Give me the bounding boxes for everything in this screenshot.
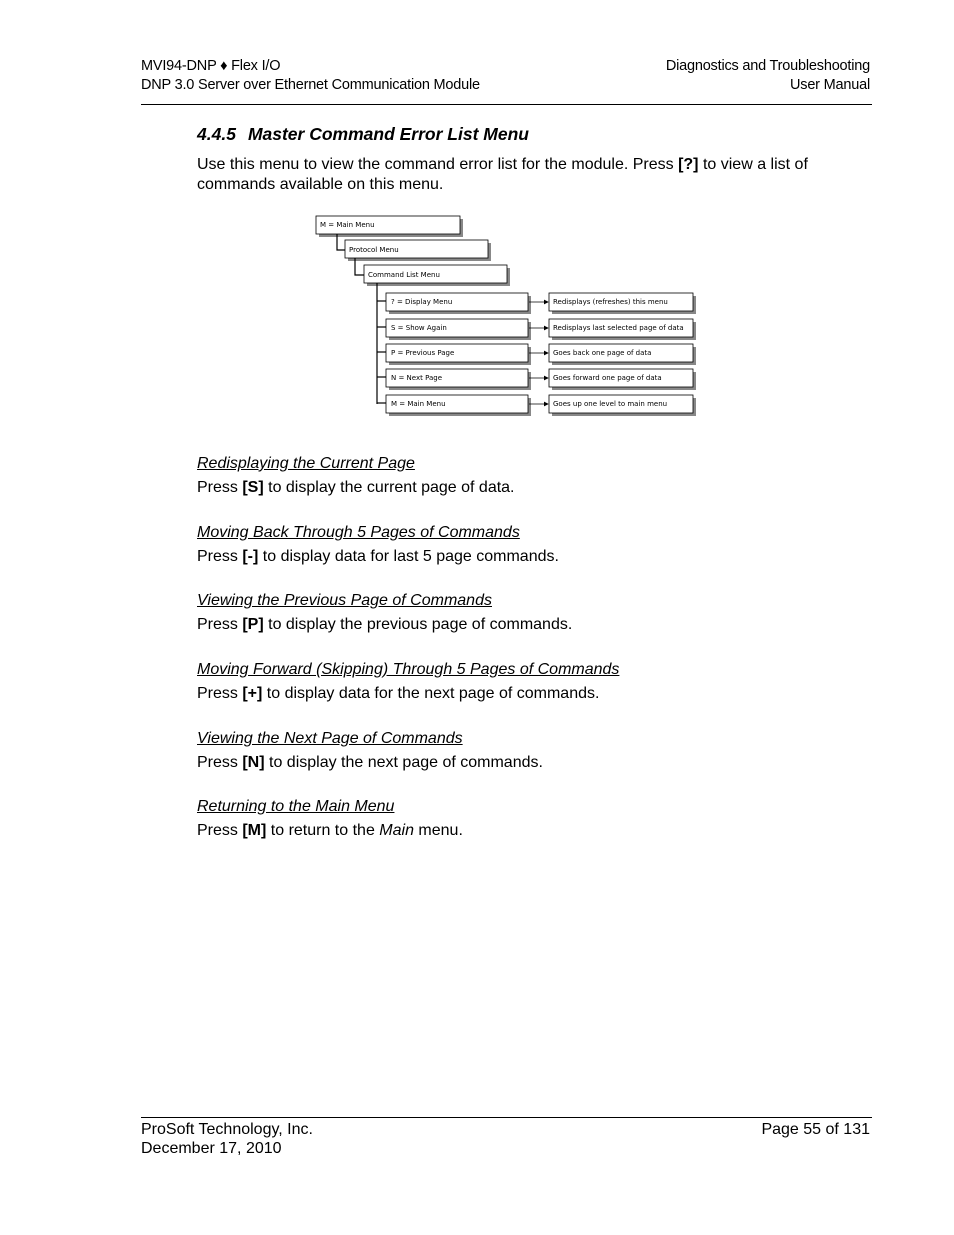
menu-tree-svg bbox=[313, 213, 703, 423]
menu-row bbox=[377, 293, 696, 314]
main-menu-label: M = Main Menu bbox=[320, 221, 375, 229]
topic-back-5-pages bbox=[197, 523, 559, 567]
topic-main-menu bbox=[197, 797, 463, 841]
section-title: Master Command Error List Menu bbox=[247, 124, 529, 144]
protocol-menu-box bbox=[345, 240, 491, 261]
page-header-left bbox=[141, 57, 480, 95]
row-key-label: P = Previous Page bbox=[391, 349, 455, 357]
topic-body: Press [-] to display data for last 5 page commands. bbox=[197, 548, 559, 565]
key-label: [P] bbox=[242, 616, 264, 633]
command-list-menu-label: Command List Menu bbox=[368, 271, 440, 279]
row-key-label: ? = Display Menu bbox=[391, 298, 453, 306]
menu-row bbox=[377, 319, 696, 340]
topic-heading: Viewing the Previous Page of Commands bbox=[197, 592, 492, 609]
menu-row bbox=[377, 395, 696, 416]
page-footer-right bbox=[761, 1120, 870, 1139]
topic-redisplay bbox=[197, 454, 515, 498]
page-header-right bbox=[666, 57, 870, 95]
intro-paragraph bbox=[197, 155, 837, 195]
row-desc-label: Redisplays (refreshes) this menu bbox=[553, 298, 668, 306]
header-module: DNP 3.0 Server over Ethernet Communication Module bbox=[141, 77, 480, 93]
topic-forward-5-pages bbox=[197, 660, 619, 704]
topic-next-page bbox=[197, 729, 543, 773]
intro-text-1: Use this menu to view the command error list for the module. Press bbox=[197, 156, 679, 173]
header-chapter: Diagnostics and Troubleshooting bbox=[665, 58, 870, 74]
menu-tree-diagram bbox=[313, 213, 703, 423]
main-menu-box bbox=[316, 216, 463, 237]
header-doc-type: User Manual bbox=[790, 77, 870, 93]
key-label: [-] bbox=[242, 548, 259, 565]
footer-company: ProSoft Technology, Inc. bbox=[141, 1121, 313, 1138]
intro-text-2: to view a list of commands available on this menu. bbox=[197, 156, 808, 193]
row-key-label: N = Next Page bbox=[391, 374, 443, 382]
topic-body: Press [N] to display the next page of commands. bbox=[197, 754, 543, 771]
topic-heading: Viewing the Next Page of Commands bbox=[197, 730, 463, 747]
topic-body: Press [P] to display the previous page of commands. bbox=[197, 616, 573, 633]
row-desc-label: Goes back one page of data bbox=[553, 349, 652, 357]
key-label: [+] bbox=[242, 685, 263, 702]
topic-previous-page bbox=[197, 591, 572, 635]
topic-heading: Returning to the Main Menu bbox=[197, 798, 395, 815]
menu-row bbox=[377, 344, 696, 365]
header-rule bbox=[141, 104, 872, 105]
topic-body: Press [M] to return to the Main menu. bbox=[197, 822, 463, 839]
row-desc-label: Goes up one level to main menu bbox=[553, 400, 668, 408]
row-key-label: S = Show Again bbox=[391, 324, 447, 332]
topic-body: Press [+] to display data for the next page of commands. bbox=[197, 685, 600, 702]
topic-heading: Redisplaying the Current Page bbox=[197, 455, 415, 472]
key-label: [S] bbox=[242, 479, 264, 496]
key-label: [M] bbox=[242, 822, 267, 839]
topic-body: Press [S] to display the current page of data. bbox=[197, 479, 515, 496]
main-emphasis: Main bbox=[379, 822, 414, 839]
protocol-menu-label: Protocol Menu bbox=[349, 246, 399, 254]
topic-heading: Moving Back Through 5 Pages of Commands bbox=[197, 524, 520, 541]
row-desc-label: Redisplays last selected page of data bbox=[553, 324, 684, 332]
section-number: 4.4.5 bbox=[197, 124, 236, 144]
menu-row bbox=[377, 369, 696, 390]
section-heading bbox=[197, 124, 529, 145]
intro-key: [?] bbox=[678, 156, 699, 173]
row-key-label: M = Main Menu bbox=[391, 400, 446, 408]
key-label: [N] bbox=[242, 754, 265, 771]
topic-heading: Moving Forward (Skipping) Through 5 Pages of Commands bbox=[197, 661, 620, 678]
footer-rule bbox=[141, 1117, 872, 1118]
command-list-menu-box bbox=[364, 265, 510, 286]
header-product: MVI94-DNP ♦ Flex I/O bbox=[141, 58, 281, 74]
row-desc-label: Goes forward one page of data bbox=[553, 374, 662, 382]
footer-page-number: Page 55 of 131 bbox=[761, 1121, 870, 1138]
page-footer-left bbox=[141, 1120, 313, 1158]
footer-date: December 17, 2010 bbox=[141, 1140, 282, 1157]
